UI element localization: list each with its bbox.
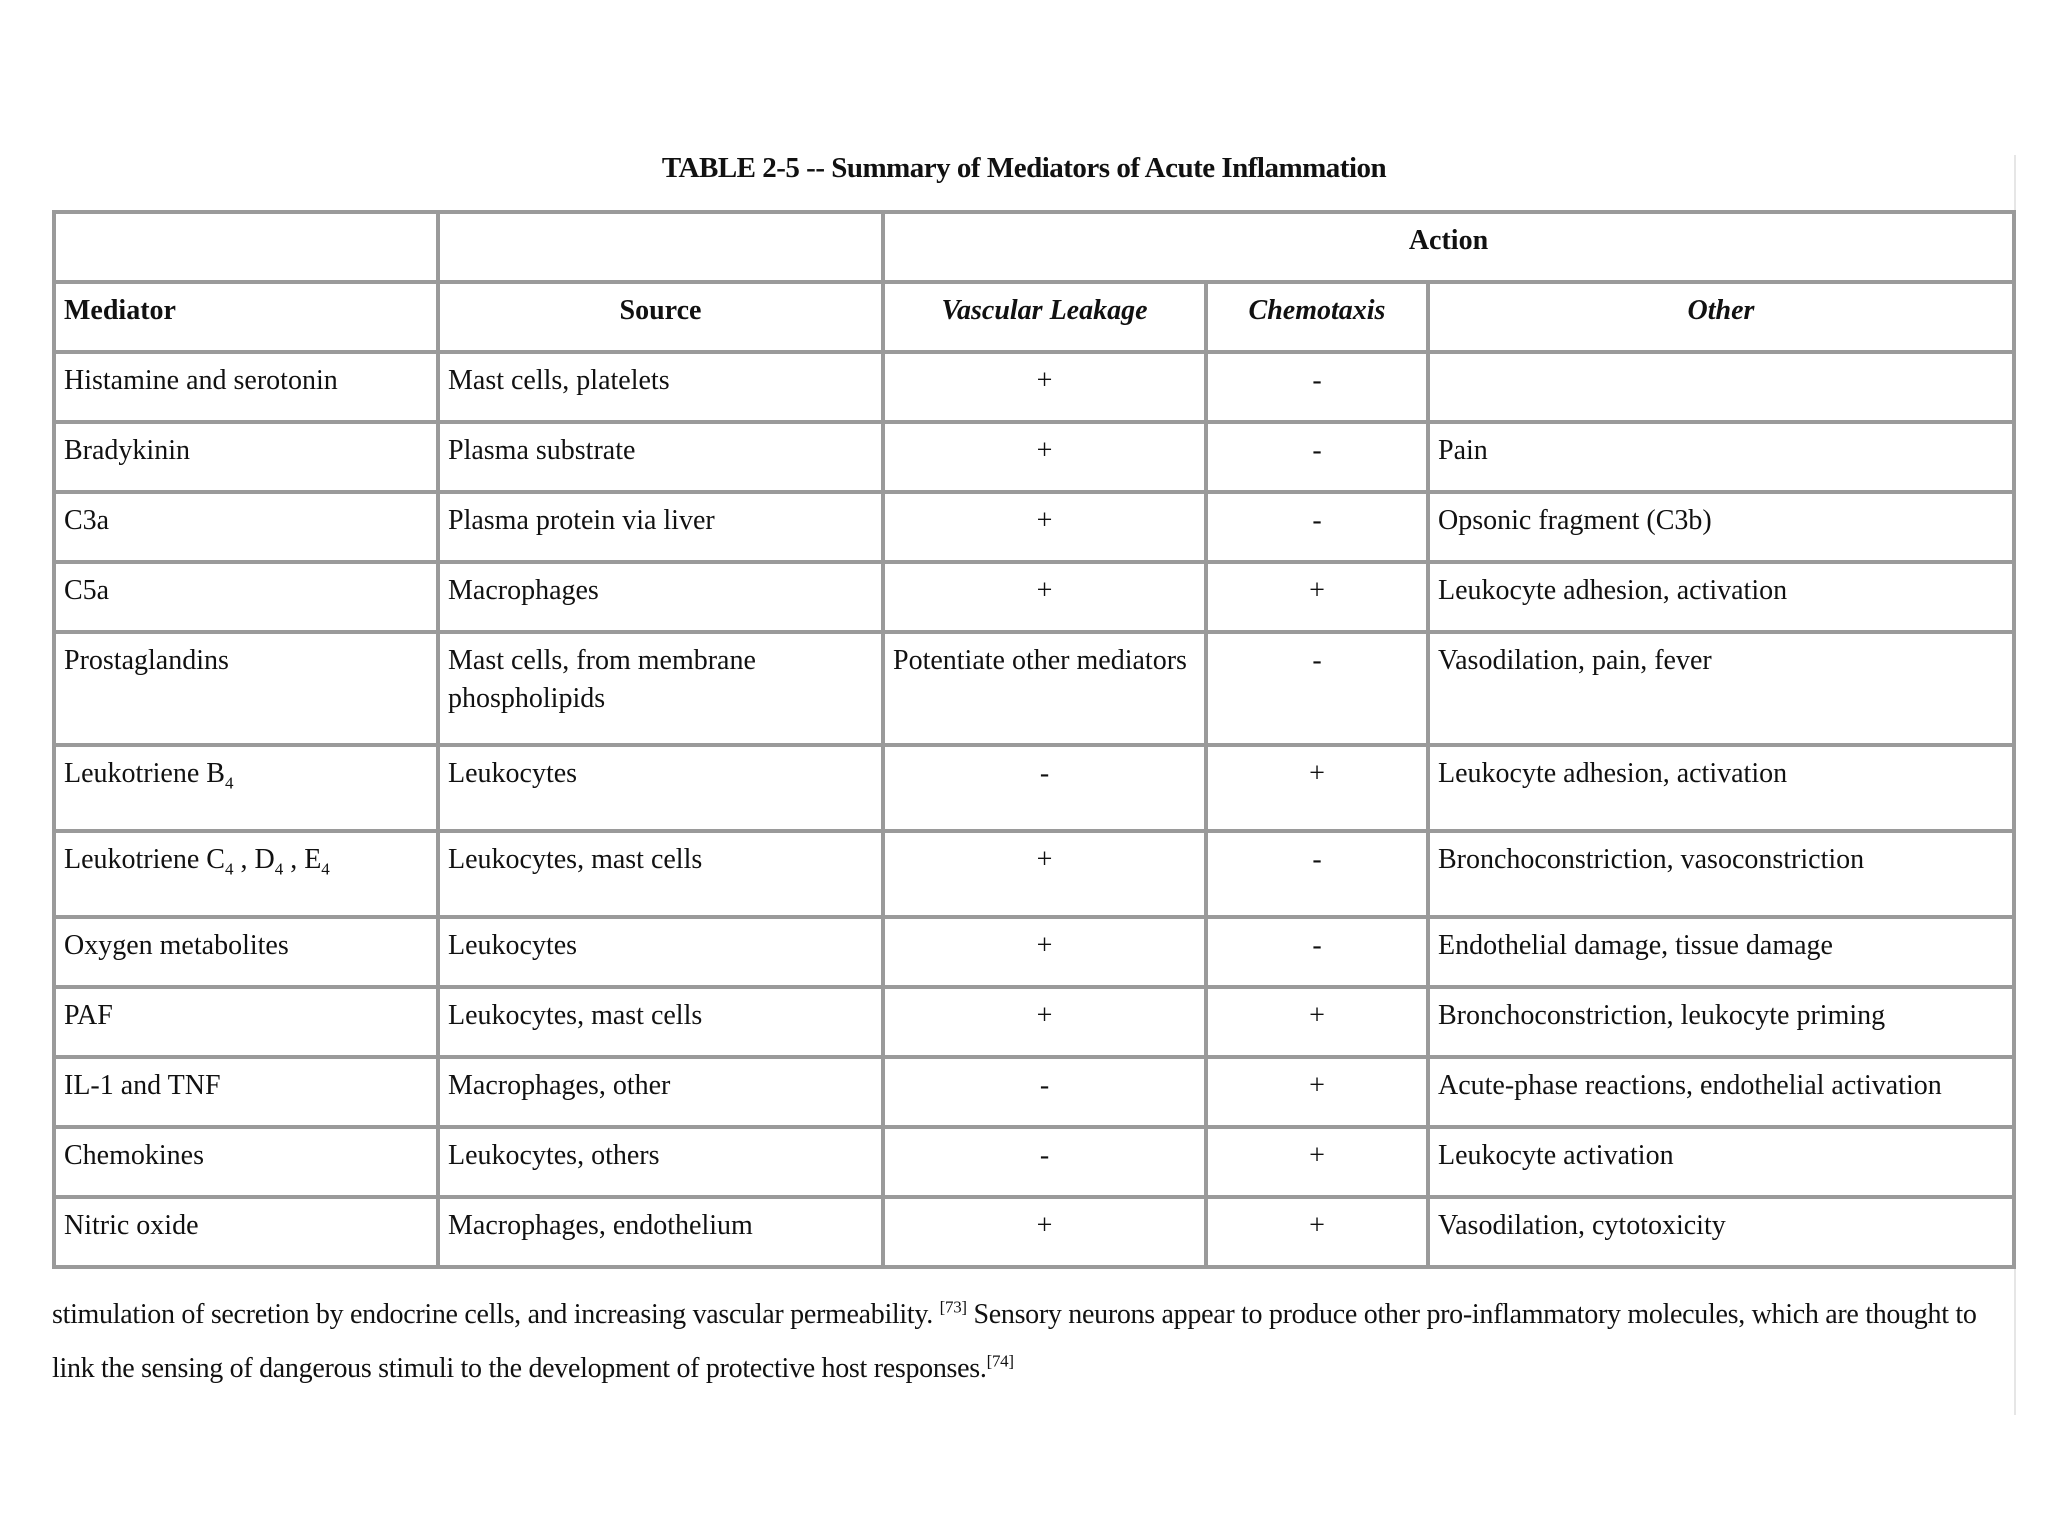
cell-mediator	[54, 745, 438, 831]
cell-other: Acute-phase reactions, endothelial activation	[1428, 1057, 2014, 1127]
subscript: 4	[321, 859, 330, 879]
cell-other: Vasodilation, pain, fever	[1428, 632, 2014, 745]
reference-link-73[interactable]: [73]	[939, 1297, 967, 1317]
mediators-table	[52, 210, 2016, 1269]
cell-source: Leukocytes, mast cells	[438, 987, 883, 1057]
cell-chemotaxis: +	[1206, 1057, 1428, 1127]
cell-chemotaxis: -	[1206, 831, 1428, 917]
table-row	[54, 1057, 2014, 1127]
subscript: 4	[224, 859, 234, 879]
cell-vascular: +	[883, 987, 1206, 1057]
cell-mediator	[54, 831, 438, 917]
cell-other: Bronchoconstriction, vasoconstriction	[1428, 831, 2014, 917]
mediator-text: Leukotriene B	[64, 758, 225, 789]
cell-chemotaxis: +	[1206, 562, 1428, 632]
paragraph-text: stimulation of secretion by endocrine cells, and increasing vascular permeability.	[52, 1299, 940, 1330]
header-empty-cell	[54, 212, 438, 282]
cell-mediator: C5a	[54, 562, 438, 632]
table-row	[54, 492, 2014, 562]
cell-other: Leukocyte activation	[1428, 1127, 2014, 1197]
table-row	[54, 987, 2014, 1057]
mediators-table-container	[52, 210, 2012, 1269]
cell-vascular: +	[883, 492, 1206, 562]
cell-vascular: +	[883, 831, 1206, 917]
cell-source: Plasma protein via liver	[438, 492, 883, 562]
table-row	[54, 1127, 2014, 1197]
cell-chemotaxis: +	[1206, 1127, 1428, 1197]
cell-chemotaxis: +	[1206, 745, 1428, 831]
cell-source: Macrophages	[438, 562, 883, 632]
cell-source: Leukocytes	[438, 745, 883, 831]
cell-mediator: Chemokines	[54, 1127, 438, 1197]
table-row	[54, 745, 2014, 831]
header-action: Action	[883, 212, 2014, 282]
table-title: TABLE 2-5 -- Summary of Mediators of Acute Inflammation	[661, 152, 1387, 184]
cell-chemotaxis: +	[1206, 1197, 1428, 1267]
cell-source: Plasma substrate	[438, 422, 883, 492]
cell-chemotaxis: -	[1206, 632, 1428, 745]
mediator-text: , D	[233, 844, 275, 875]
cell-chemotaxis: -	[1206, 917, 1428, 987]
cell-mediator: PAF	[54, 987, 438, 1057]
cell-vascular: -	[883, 745, 1206, 831]
header-mediator: Mediator	[54, 282, 438, 352]
cell-source: Leukocytes, mast cells	[438, 831, 883, 917]
cell-chemotaxis: +	[1206, 987, 1428, 1057]
header-source: Source	[438, 282, 883, 352]
table-row	[54, 1197, 2014, 1267]
table-header-row-action	[54, 212, 2014, 282]
cell-source: Leukocytes	[438, 917, 883, 987]
table-row	[54, 422, 2014, 492]
mediator-text: , E	[283, 844, 322, 875]
cell-mediator: Bradykinin	[54, 422, 438, 492]
mediator-text: Leukotriene C	[64, 844, 225, 875]
cell-mediator: Prostaglandins	[54, 632, 438, 745]
cell-chemotaxis: -	[1206, 422, 1428, 492]
cell-source: Mast cells, from membrane phospholipids	[438, 632, 883, 745]
cell-chemotaxis: -	[1206, 492, 1428, 562]
cell-other: Leukocyte adhesion, activation	[1428, 745, 2014, 831]
reference-link-74[interactable]: [74]	[986, 1351, 1014, 1371]
cell-vascular: +	[883, 562, 1206, 632]
cell-source: Macrophages, other	[438, 1057, 883, 1127]
table-row	[54, 831, 2014, 917]
cell-mediator: Oxygen metabolites	[54, 917, 438, 987]
cell-other: Leukocyte adhesion, activation	[1428, 562, 2014, 632]
cell-chemotaxis: -	[1206, 352, 1428, 422]
cell-source: Macrophages, endothelium	[438, 1197, 883, 1267]
cell-vascular: +	[883, 917, 1206, 987]
cell-vascular: Potentiate other mediators	[883, 632, 1206, 745]
cell-other: Vasodilation, cytotoxicity	[1428, 1197, 2014, 1267]
cell-mediator: C3a	[54, 492, 438, 562]
cell-mediator: Histamine and serotonin	[54, 352, 438, 422]
table-row	[54, 917, 2014, 987]
header-other: Other	[1428, 282, 2014, 352]
cell-source: Leukocytes, others	[438, 1127, 883, 1197]
cell-vascular: +	[883, 1197, 1206, 1267]
paragraph-text: Sensory neurons appear to produce other pro-inflammatory molecules, which are thought to link the sensing of dangerous stimuli to the development of protective host responses.	[52, 1299, 1977, 1384]
cell-other: Pain	[1428, 422, 2014, 492]
header-chemotaxis: Chemotaxis	[1206, 282, 1428, 352]
subscript: 4	[274, 859, 284, 879]
cell-other: Endothelial damage, tissue damage	[1428, 917, 2014, 987]
cell-vascular: -	[883, 1057, 1206, 1127]
table-row	[54, 562, 2014, 632]
table-row	[54, 352, 2014, 422]
cell-vascular: -	[883, 1127, 1206, 1197]
cell-source: Mast cells, platelets	[438, 352, 883, 422]
cell-vascular: +	[883, 422, 1206, 492]
table-header-row	[54, 282, 2014, 352]
cell-vascular: +	[883, 352, 1206, 422]
subscript: 4	[224, 773, 234, 793]
cell-other	[1428, 352, 2014, 422]
header-vascular-leakage: Vascular Leakage	[883, 282, 1206, 352]
header-empty-cell	[438, 212, 883, 282]
cell-mediator: IL-1 and TNF	[54, 1057, 438, 1127]
cell-other: Bronchoconstriction, leukocyte priming	[1428, 987, 2014, 1057]
table-row	[54, 632, 2014, 745]
cell-mediator: Nitric oxide	[54, 1197, 438, 1267]
body-paragraph	[52, 1288, 1982, 1396]
cell-other: Opsonic fragment (C3b)	[1428, 492, 2014, 562]
